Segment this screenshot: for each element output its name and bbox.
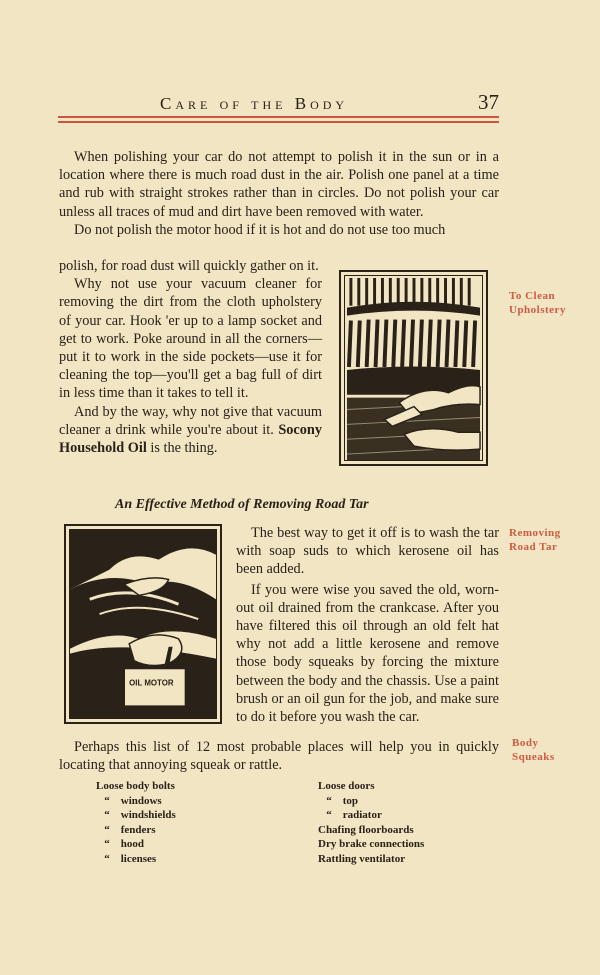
vacuum-cleaner-image: [345, 276, 482, 460]
hood-text-line: Do not polish the motor hood if it is hot and do not use too much: [74, 221, 446, 238]
list-intro-text: Perhaps this list of 12 most probable places will help you in quickly locating that annoying squeak or rattle.: [59, 739, 499, 774]
road-tar-illustration: [64, 524, 222, 724]
ditto-mark: “: [326, 809, 332, 821]
ditto-mark: “: [104, 838, 110, 850]
header-rule-bottom: [58, 121, 499, 123]
right-column-text: [236, 524, 499, 726]
oil-paragraph: [59, 403, 322, 458]
list-item: “ windows: [96, 794, 286, 809]
vacuum-paragraph: Why not use your vacuum cleaner for removing the dirt from the cloth upholstery of your car. Hook 'er up to a lamp socket and get to work. Poke around in all the corners—put it to work in the side pockets—use it for cleaning the top—you'll get a bag full of dirt in less time than it takes to tell it.: [59, 276, 322, 402]
squeak-list-right: [318, 779, 498, 866]
oil-text-end: is the thing.: [150, 440, 218, 457]
list-item: Rattling ventilator: [318, 852, 406, 865]
list-item: Loose doors: [318, 780, 375, 792]
list-item: Loose body bolts: [96, 780, 175, 792]
section-subheading: An Effective Method of Removing Road Tar: [115, 497, 369, 512]
header-rule-top: [58, 116, 499, 118]
list-intro-paragraph: [59, 738, 499, 774]
tar-paragraph: The best way to get it off is to wash the tar with soap suds to which kerosene oil has been added.: [236, 525, 499, 578]
list-item: Chafing floorboards: [318, 823, 414, 836]
left-column-text: [59, 257, 322, 457]
oil-can-label: OIL MOTOR: [129, 678, 174, 688]
hood-text-continued: polish, for road dust will quickly gather on it.: [59, 258, 319, 274]
margin-note-road-tar: Removing Road Tar: [509, 527, 561, 553]
list-item: “ fenders: [96, 823, 286, 838]
oil-can-image: [70, 530, 216, 718]
list-item: “ windshields: [96, 808, 286, 823]
margin-note-upholstery: To Clean Upholstery: [509, 290, 566, 316]
margin-note-squeaks: Body Squeaks: [512, 737, 555, 763]
page-number: 37: [478, 90, 499, 114]
ditto-mark: “: [104, 823, 110, 836]
oil-text-start: And by the way, why not give that vacuum cleaner a drink while you're about it.: [59, 403, 322, 438]
ditto-mark: “: [104, 852, 110, 865]
ditto-mark: “: [104, 794, 110, 807]
ditto-mark: “: [104, 809, 110, 821]
ditto-mark: “: [326, 794, 332, 807]
list-item: Dry brake connections: [318, 838, 425, 850]
polishing-text: When polishing your car do not attempt to polish it in the sun or in a location where there is much road dust in the air. Polish one panel at a time and rub with straight strokes rather than in circles. Do not polish your car unless all traces of mud and dirt have been removed with water.: [59, 149, 499, 220]
squeak-list-left: [96, 779, 286, 866]
list-item: “ hood: [96, 837, 286, 852]
list-item: “ licenses: [96, 852, 286, 867]
intro-paragraph: [59, 148, 499, 239]
page-title: Care of the Body: [160, 94, 349, 113]
product-name: Socony Household Oil: [59, 421, 323, 457]
list-item: “ top: [318, 794, 498, 809]
upholstery-illustration: [339, 270, 488, 466]
list-item: “ radiator: [318, 808, 498, 823]
crankcase-paragraph: If you were wise you saved the old, worn-out oil drained from the crankcase. After you have filtered this oil through an old felt hat why not add a little kerosene and remove those body squeaks by forcing the mixture between the body and the chassis. Use a paint brush or an oil gun for the job, and make sure to do it before you wash the car.: [236, 581, 499, 726]
